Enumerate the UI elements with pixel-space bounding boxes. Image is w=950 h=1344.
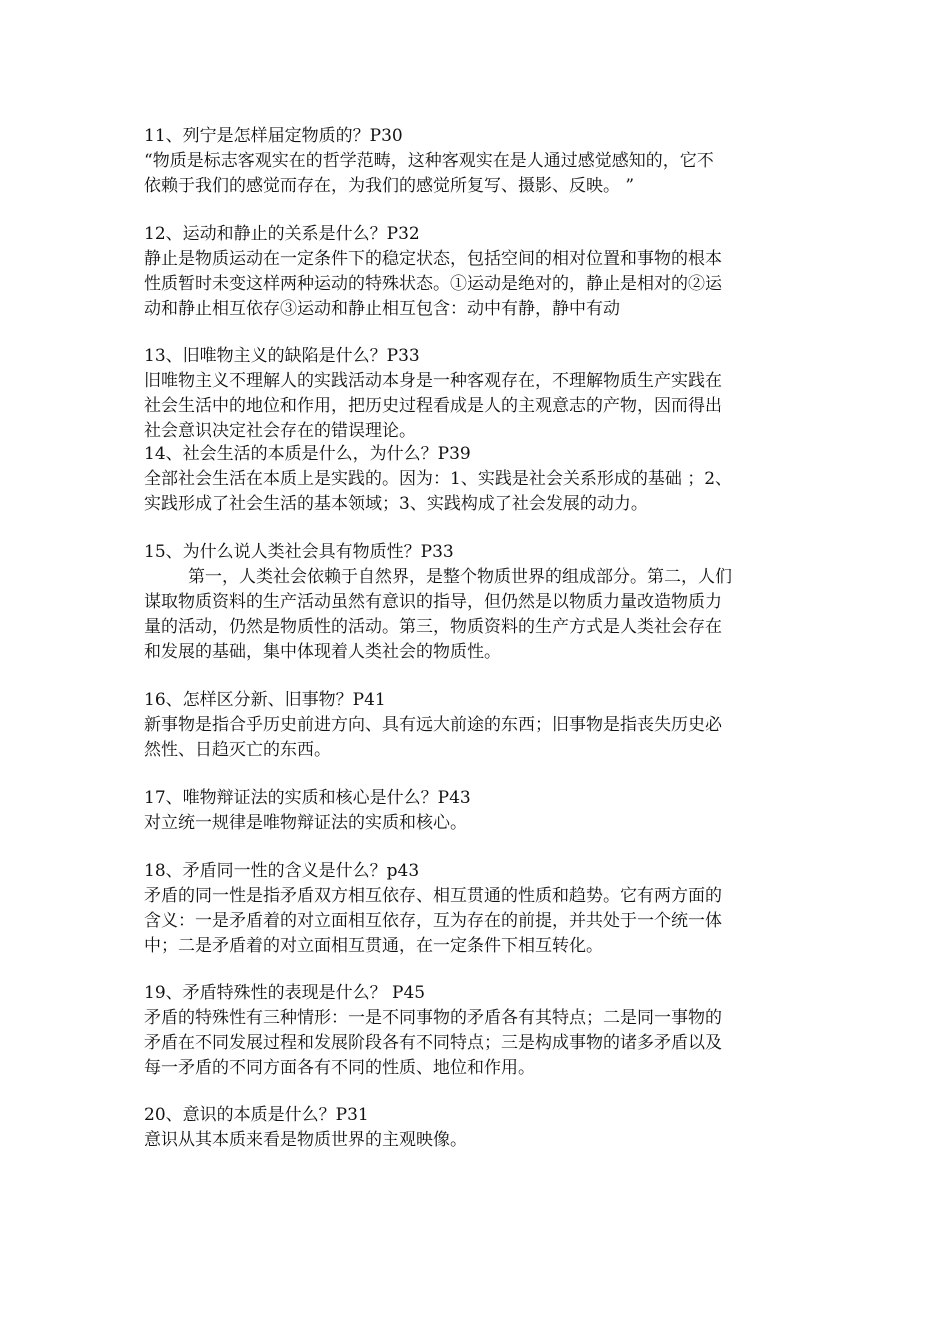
question-heading: 13、旧唯物主义的缺陷是什么？P33: [144, 346, 420, 366]
answer-line: 第一，人类社会依赖于自然界，是整个物质世界的组成部分。第二，人们: [188, 567, 732, 587]
answer-line: 含义：一是矛盾着的对立面相互依存，互为存在的前提，并共处于一个统一体: [144, 911, 722, 931]
qa-item-18: [144, 859, 812, 959]
answer-line: 矛盾的特殊性有三种情形：一是不同事物的矛盾各有其特点；二是同一事物的: [144, 1008, 722, 1028]
answer-line: “物质是标志客观实在的哲学范畴，这种客观实在是人通过感觉感知的，它不: [144, 151, 714, 171]
answer-line: 社会意识决定社会存在的错误理论。: [144, 421, 416, 441]
qa-item-20: [144, 1103, 812, 1153]
answer-line: 然性、日趋灭亡的东西。: [144, 740, 331, 760]
qa-item-14: [144, 442, 812, 517]
question-heading: 11、列宁是怎样届定物质的？P30: [144, 126, 403, 146]
answer-line: 矛盾的同一性是指矛盾双方相互依存、相互贯通的性质和趋势。它有两方面的: [144, 886, 722, 906]
qa-item-17: [144, 786, 812, 836]
answer-line: 实践形成了社会生活的基本领域；3、实践构成了社会发展的动力。: [144, 494, 648, 514]
answer-line: 依赖于我们的感觉而存在，为我们的感觉所复写、摄影、反映。 ”: [144, 176, 635, 196]
question-heading: 20、意识的本质是什么？P31: [144, 1105, 369, 1125]
answer-line: 每一矛盾的不同方面各有不同的性质、地位和作用。: [144, 1058, 535, 1078]
qa-item-13: [144, 344, 812, 444]
question-heading: 17、唯物辩证法的实质和核心是什么？P43: [144, 788, 471, 808]
qa-item-19: [144, 981, 812, 1081]
answer-line: 意识从其本质来看是物质世界的主观映像。: [144, 1130, 467, 1150]
answer-line: 量的活动，仍然是物质性的活动。第三，物质资料的生产方式是人类社会存在: [144, 617, 722, 637]
answer-line: 对立统一规律是唯物辩证法的实质和核心。: [144, 813, 467, 833]
answer-line: 和发展的基础，集中体现着人类社会的物质性。: [144, 642, 501, 662]
answer-line: 性质暂时未变这样两种运动的特殊状态。①运动是绝对的，静止是相对的②运: [144, 274, 722, 294]
question-heading: 15、为什么说人类社会具有物质性？P33: [144, 542, 454, 562]
answer-line: 旧唯物主义不理解人的实践活动本身是一种客观存在，不理解物质生产实践在: [144, 371, 722, 391]
answer-line: 全部社会生活在本质上是实践的。因为：1、实践是社会关系形成的基础 ；2、: [144, 469, 733, 489]
answer-line: 动和静止相互依存③运动和静止相互包含：动中有静，静中有动: [144, 299, 620, 319]
answer-line: 社会生活中的地位和作用，把历史过程看成是人的主观意志的产物，因而得出: [144, 396, 722, 416]
question-heading: 12、运动和静止的关系是什么？P32: [144, 224, 420, 244]
answer-line: 谋取物质资料的生产活动虽然有意识的指导，但仍然是以物质力量改造物质力: [144, 592, 722, 612]
qa-item-11: [144, 124, 812, 199]
answer-line: 中；二是矛盾着的对立面相互贯通，在一定条件下相互转化。: [144, 936, 603, 956]
answer-line: 静止是物质运动在一定条件下的稳定状态，包括空间的相对位置和事物的根本: [144, 249, 722, 269]
qa-item-15: [144, 540, 812, 665]
question-heading: 16、怎样区分新、旧事物？P41: [144, 690, 386, 710]
qa-item-16: [144, 688, 812, 763]
question-heading: 18、矛盾同一性的含义是什么？p43: [144, 861, 420, 881]
answer-line: 新事物是指合乎历史前进方向、具有远大前途的东西；旧事物是指丧失历史必: [144, 715, 722, 735]
question-heading: 14、社会生活的本质是什么，为什么？P39: [144, 444, 471, 464]
answer-line: 矛盾在不同发展过程和发展阶段各有不同特点；三是构成事物的诸多矛盾以及: [144, 1033, 722, 1053]
qa-item-12: [144, 222, 812, 322]
question-heading: 19、矛盾特殊性的表现是什么？ P45: [144, 983, 426, 1003]
